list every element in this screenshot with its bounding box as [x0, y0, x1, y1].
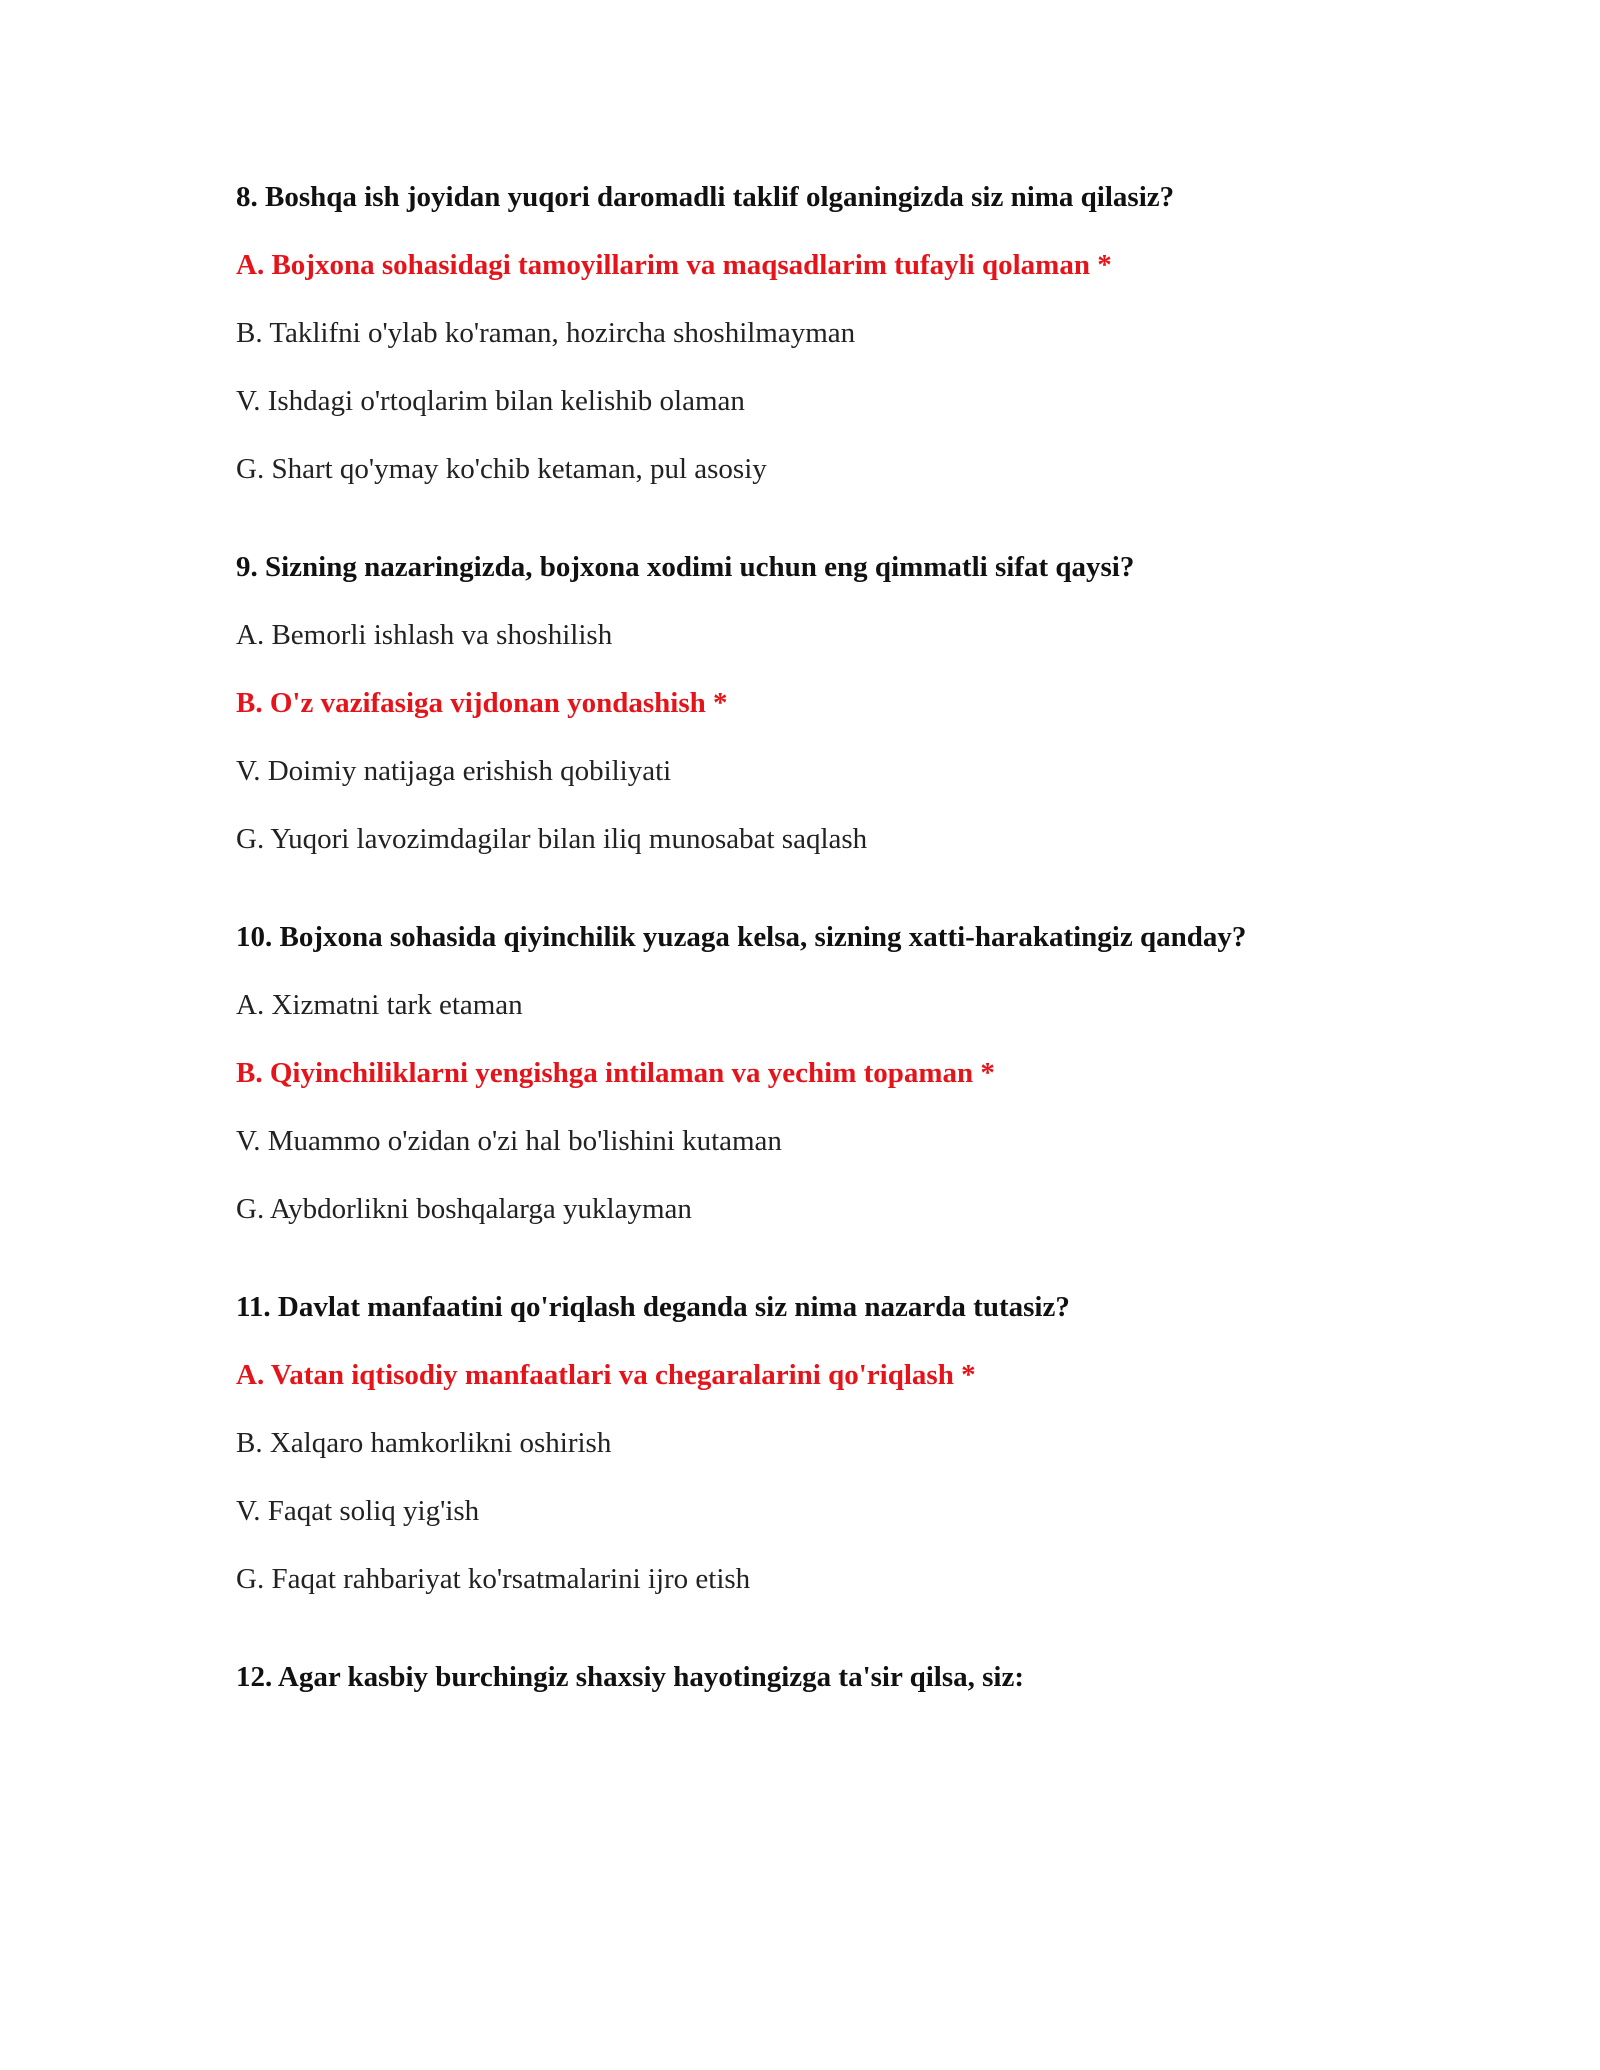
option: B. Xalqaro hamkorlikni oshirish	[236, 1427, 612, 1459]
option: G. Faqat rahbariyat ko'rsatmalarini ijro etish	[236, 1563, 751, 1595]
option: V. Muammo o'zidan o'zi hal bo'lishini kutaman	[236, 1125, 782, 1157]
question-10	[236, 920, 1436, 1226]
option: V. Doimiy natijaga erishish qobiliyati	[236, 755, 672, 787]
option: V. Ishdagi o'rtoqlarim bilan kelishib olaman	[236, 385, 745, 417]
question-text: 8. Boshqa ish joyidan yuqori daromadli taklif olganingizda siz nima qilasiz?	[236, 181, 1175, 213]
option-correct: B. Qiyinchiliklarni yengishga intilaman va yechim topaman *	[236, 1057, 995, 1089]
question-9	[236, 550, 1436, 856]
quiz-content	[236, 180, 1436, 1758]
question-12	[236, 1660, 1436, 1694]
question-text: 9. Sizning nazaringizda, bojxona xodimi uchun eng qimmatli sifat qaysi?	[236, 551, 1135, 583]
option-correct: A. Bojxona sohasidagi tamoyillarim va maqsadlarim tufayli qolaman *	[236, 249, 1112, 281]
question-11	[236, 1290, 1436, 1596]
question-8	[236, 180, 1436, 486]
option: G. Shart qo'ymay ko'chib ketaman, pul asosiy	[236, 453, 767, 485]
question-text: 11. Davlat manfaatini qo'riqlash deganda siz nima nazarda tutasiz?	[236, 1291, 1070, 1323]
option-correct: B. O'z vazifasiga vijdonan yondashish *	[236, 687, 728, 719]
question-text: 10. Bojxona sohasida qiyinchilik yuzaga kelsa, sizning xatti-harakatingiz qanday?	[236, 921, 1247, 953]
question-text: 12. Agar kasbiy burchingiz shaxsiy hayotingizga ta'sir qilsa, siz:	[236, 1661, 1024, 1693]
option: A. Xizmatni tark etaman	[236, 989, 523, 1021]
option: A. Bemorli ishlash va shoshilish	[236, 619, 613, 651]
option-correct: A. Vatan iqtisodiy manfaatlari va chegaralarini qo'riqlash *	[236, 1359, 976, 1391]
option: G. Aybdorlikni boshqalarga yuklayman	[236, 1193, 692, 1225]
option: G. Yuqori lavozimdagilar bilan iliq munosabat saqlash	[236, 823, 868, 855]
option: V. Faqat soliq yig'ish	[236, 1495, 480, 1527]
option: B. Taklifni o'ylab ko'raman, hozircha shoshilmayman	[236, 317, 856, 349]
